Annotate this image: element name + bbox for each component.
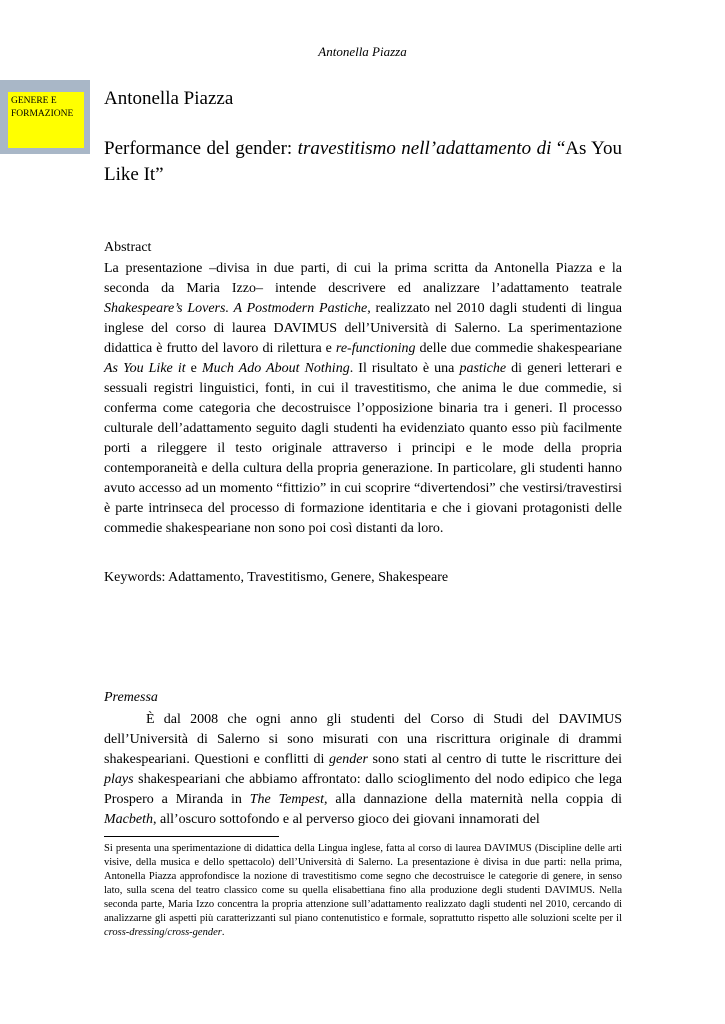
abstract-span: La presentazione –divisa in due parti, di cui la prima scritta da Antonella Piazza e la seconda da Maria Izzo– intende descrivere ed analizzare l’adattamento teatrale: [104, 261, 622, 296]
premessa-heading: Premessa: [104, 690, 158, 705]
author-name: Antonella Piazza: [104, 88, 234, 109]
keywords: Keywords: Adattamento, Travestitismo, Genere, Shakespeare: [104, 570, 449, 585]
running-head: Antonella Piazza: [318, 44, 407, 59]
footnote-rule: [104, 836, 279, 837]
premessa-paragraph: [104, 710, 622, 830]
footnote-italic: cross-gender: [167, 927, 222, 938]
premessa-italic: Macbeth: [104, 812, 153, 827]
footnote-span: .: [221, 927, 225, 938]
abstract-heading: Abstract: [104, 240, 152, 255]
abstract-italic: pastiche: [459, 361, 507, 376]
section-tag: GENERE E FORMAZIONE: [8, 92, 84, 148]
premessa-span: sono stati al centro di tutte le riscritture dei: [367, 752, 622, 767]
premessa-span: , all’oscuro sottofondo e al perverso gioco dei giovani innamorati del: [152, 812, 540, 827]
paper-title: [104, 136, 622, 188]
abstract-span: delle due commedie shakespeariane: [415, 341, 622, 356]
premessa-italic: The Tempest: [249, 792, 325, 807]
abstract-span: e: [185, 361, 202, 376]
title-part: “As You Like It”: [104, 138, 622, 185]
abstract-italic: As You Like it: [104, 361, 186, 376]
premessa-body: [104, 710, 622, 830]
title-part: Performance del gender:: [104, 138, 298, 159]
abstract-italic: Much Ado About Nothing: [201, 361, 350, 376]
abstract-italic: re-functioning: [335, 341, 416, 356]
premessa-italic: plays: [104, 772, 134, 787]
abstract-text: [104, 259, 622, 539]
footnote-span: Si presenta una sperimentazione di didattica della Lingua inglese, fatta al corso di laurea DAVIMUS (Discipline delle arti visive, della musica e dello spettacolo) dell’Università di Salerno. La presentazione è divisa in due parti: nella prima, Antonella Piazza approfondisce la nozione di travestitismo come segno che decostruisce le categorie di genere, in senso lato, sulla scena del teatro classico come su quella elisabettiana fino alla produzione degli studenti DAVIMUS. Nella seconda parte, Maria Izzo concentra la propria attenzione sull’adattamento realizzato dagli studenti nel 2010, cercando di analizzarne gli aspetti più caratterizzanti sul piano contenutistico e formale, soprattutto rispetto alle soluzioni scelte per il: [104, 843, 622, 924]
abstract-span: . Il risultato è una: [349, 361, 460, 376]
section-tag-frame: [0, 80, 90, 154]
premessa-span: shakespeariani che abbiamo affrontato: dallo scioglimento del nodo edipico che lega Prospero a Miranda in: [104, 772, 622, 807]
premessa-span: , alla dannazione della maternità nella coppia di: [324, 792, 622, 807]
footnote-span: /: [164, 927, 168, 938]
abstract-span: , realizzato nel 2010 dagli studenti di lingua inglese del corso di laurea DAVIMUS dell’Università di Salerno. La sperimentazione didattica è frutto del lavoro di rilettura e: [104, 301, 622, 356]
footnote-italic: cross-dressing: [104, 927, 165, 938]
abstract-italic: Shakespeare’s Lovers. A Postmodern Pastiche: [104, 301, 368, 316]
title-part-italic: travestitismo nell’adattamento di: [297, 138, 552, 159]
footnote: [104, 842, 622, 940]
abstract-span: di generi letterari e sessuali registri linguistici, fonti, in cui il travestitismo, che anima le due commedie, si conferma come categoria che decostruisce l’opposizione binaria tra i generi. Il processo culturale dell’adattamento seguito dagli studenti ha evidenziato quanto esso più facilmente porti a rileggere il testo originale attraverso i principi e le mode della propria contemporaneità e della cultura della propria generazione. In particolare, gli studenti hanno avuto accesso ad un momento “fittizio” in cui scoprire “divertendosi” che vestirsi/travestirsi è parte intrinseca del processo di formazione identitaria e che i giovani protagonisti delle commedie shakespeariane non sono poi così distanti da loro.: [104, 361, 623, 536]
premessa-span: È dal 2008 che ogni anno gli studenti del Corso di Studi del DAVIMUS dell’Università di Salerno si sono misurati con una riscrittura originale di drammi shakespeariani. Questioni e conflitti di: [104, 712, 622, 767]
premessa-italic: gender: [329, 752, 368, 767]
